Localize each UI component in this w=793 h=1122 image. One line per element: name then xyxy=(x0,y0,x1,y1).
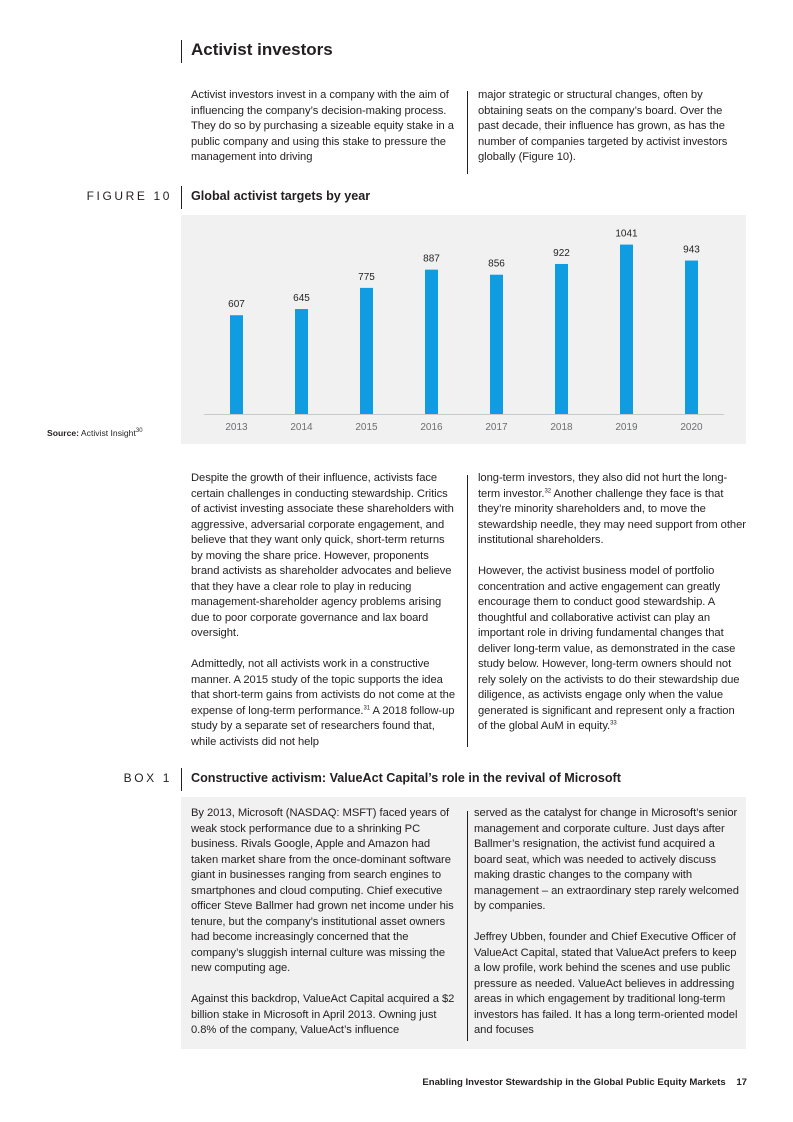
tick-label-2018: 2018 xyxy=(550,422,573,433)
tick-label-2015: 2015 xyxy=(355,422,378,433)
intro-left-text: Activist investors invest in a company with the aim of influencing the company’s decision-making process. They do so by purchasing a sizeable equity stake in a public company and using this stake to pressure the management into driving xyxy=(191,89,454,163)
intro-right-text: major strategic or structural changes, often by obtaining seats on the company’s board. Over the past decade, their influence has grown, as has the number of companies targeted by activist investors globally (Figure 10). xyxy=(478,89,728,163)
figure-label: FIGURE 10 xyxy=(86,189,172,203)
data-label-2020: 943 xyxy=(683,244,700,256)
section-title: Activist investors xyxy=(191,40,333,59)
tick-label-2016: 2016 xyxy=(420,422,443,433)
data-label-2019: 1041 xyxy=(615,228,638,240)
box-title: Constructive activism: ValueAct Capital’s role in the revival of Microsoft xyxy=(191,771,621,785)
tick-label-2014: 2014 xyxy=(290,422,313,433)
body-right-p2-text: However, the activist business model of portfolio concentration and active engagement can greatly encourage them to conduct good stewardship. A thoughtful and collaborative activist can play an important role in driving fundamental changes that deliver long-term value, as demonstrated in the case study below. However, long-term owners should not rely solely on the activists to do their stewardship due diligence, as activists engage only when the value generated is significant and represent only a fraction of the global AuM in equity. xyxy=(478,565,740,732)
box-left-paragraph-1: By 2013, Microsoft (NASDAQ: MSFT) faced years of weak stock performance due to a shrinking PC business. Rivals Google, Apple and Amazon had taken market share from the once-dominant software giant in businesses ranging from search engines to smartphones and cloud computing. Chief executive officer Steve Ballmer had grown net income under his tenure, but the company’s institutional asset owners had become increasingly concerned that the company’s sluggish internal culture was missing the new computing age. xyxy=(191,807,454,974)
source-ref: 30 xyxy=(135,428,143,435)
column-divider-intro xyxy=(467,91,468,174)
figure-title: Global activist targets by year xyxy=(191,189,371,203)
page-footer xyxy=(422,1077,747,1088)
bar-2016 xyxy=(425,270,438,414)
column-divider-box xyxy=(467,811,468,1041)
box-label: BOX 1 xyxy=(123,771,172,785)
bar-2020 xyxy=(685,261,698,414)
intro-left-column xyxy=(191,88,459,166)
source-label: Source: xyxy=(47,428,79,438)
intro-right-column xyxy=(478,88,746,166)
body-right-p1-text: long-term investors, they also did not hurt the long-term investor. xyxy=(478,472,728,500)
box-left-paragraph-2: Against this backdrop, ValueAct Capital acquired a $2 billion stake in Microsoft in April 2013. Owning just 0.8% of the company, ValueAct’s influence xyxy=(191,993,455,1036)
body-left-p2-cont: A 2018 follow-up study by a separate set of researchers found that, while activists did not help xyxy=(191,704,455,748)
bar-2019 xyxy=(620,245,633,414)
box-right-paragraph-1: served as the catalyst for change in Microsoft’s senior management and corporate culture. Just days after Ballmer’s resignation, the activist fund acquired a board seat, which was needed to actively discuss making drastic changes to the company with management – an extraordinary step rarely welcomed by companies. xyxy=(474,807,739,912)
tick-label-2020: 2020 xyxy=(680,422,703,433)
data-label-2017: 856 xyxy=(488,258,505,270)
body-left-paragraph-1: Despite the growth of their influence, activists face certain challenges in conducting stewardship. Critics of activist investing associate these shareholders with aggressive, adversarial corporate engagement, and believe that they want only quick, short-term returns by moving the share price. However, proponents brand activists as shareholder advocates and believe that they have a clear role to play in reducing management-shareholder agency problems arising due to poor corporate governance and lax board oversight. xyxy=(191,472,454,639)
data-label-2013: 607 xyxy=(228,299,245,311)
data-label-2016: 887 xyxy=(423,253,440,265)
footnote-ref-31: 31 xyxy=(363,704,371,711)
box-right-column xyxy=(474,806,742,1039)
source-text: Activist Insight xyxy=(80,428,136,438)
tick-label-2013: 2013 xyxy=(225,422,248,433)
body-right-p1-cont: Another challenge they face is that they’re minority shareholders and, to move the stewardship needle, they may need support from other institutional shareholders. xyxy=(478,487,746,546)
bar-2015 xyxy=(360,288,373,414)
bar-2017 xyxy=(490,275,503,414)
chart-panel xyxy=(181,215,746,444)
footer-text: Enabling Investor Stewardship in the Global Public Equity Markets xyxy=(422,1077,726,1088)
body-left-paragraph-2 xyxy=(191,657,459,750)
data-label-2018: 922 xyxy=(553,247,570,259)
bar-2014 xyxy=(295,309,308,414)
heading-rule xyxy=(181,40,182,63)
body-right-paragraph-1 xyxy=(478,471,746,549)
box-right-paragraph-2: Jeffrey Ubben, founder and Chief Executive Officer of ValueAct Capital, stated that ValueAct prefers to keep a low profile, work behind the scenes and use public pressure as needed. ValueAct believes in addressing areas in which engagement by traditional long-term investors has failed. It has a long term-oriented model and focuses xyxy=(474,931,738,1036)
footnote-ref-33: 33 xyxy=(610,720,617,727)
figure-rule xyxy=(181,186,182,209)
tick-label-2019: 2019 xyxy=(615,422,638,433)
figure-source xyxy=(47,428,143,438)
body-right-paragraph-2 xyxy=(478,564,746,735)
body-left-p2-text: Admittedly, not all activists work in a constructive manner. A 2015 study of the topic supports the idea that short-term gains from activists do not come at the expense of long-term performance. xyxy=(191,658,455,717)
page-number: 17 xyxy=(736,1077,747,1088)
bar-2013 xyxy=(230,315,243,414)
data-label-2014: 645 xyxy=(293,293,310,305)
footnote-ref-32: 32 xyxy=(544,487,552,494)
column-divider-body xyxy=(467,475,468,747)
data-label-2015: 775 xyxy=(358,271,375,283)
tick-label-2017: 2017 xyxy=(485,422,508,433)
bar-2018 xyxy=(555,264,568,414)
bar-chart xyxy=(181,215,746,444)
box-left-column xyxy=(191,806,459,1039)
box-rule xyxy=(181,768,182,791)
body-left-column xyxy=(191,471,459,750)
body-right-column xyxy=(478,471,746,735)
